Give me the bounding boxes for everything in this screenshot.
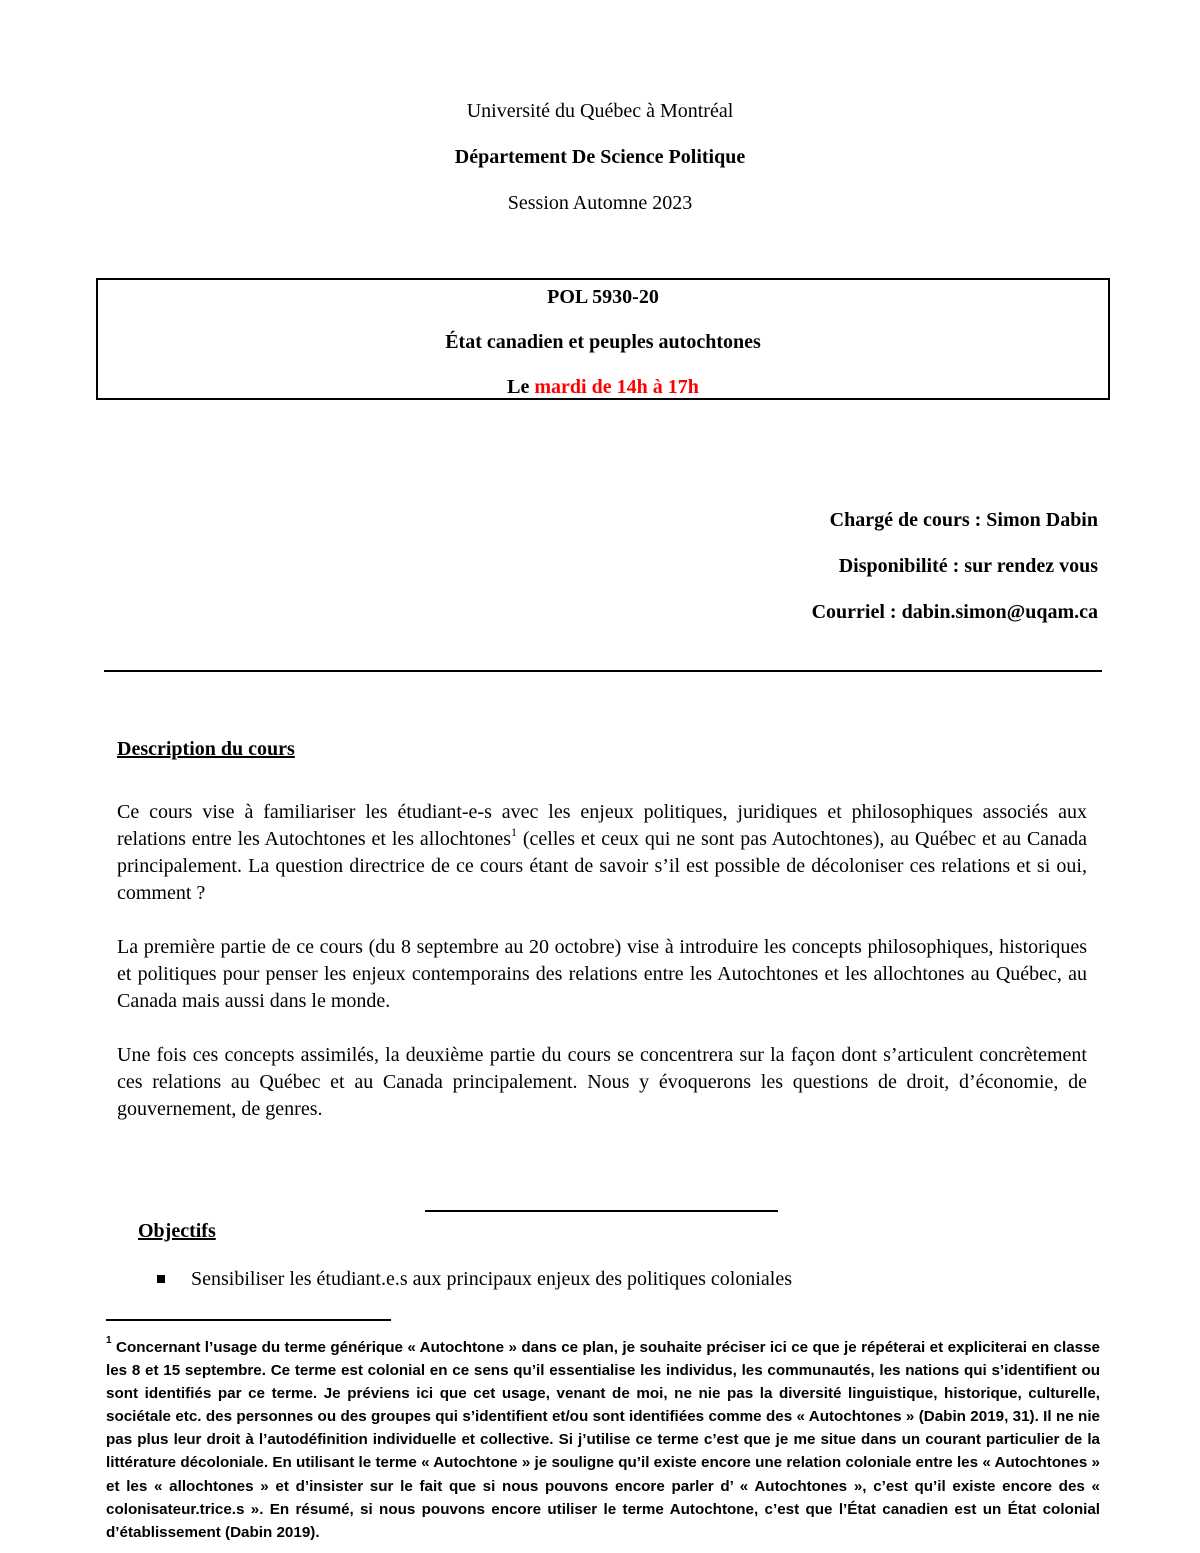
section-divider — [104, 670, 1102, 672]
description-p1-text: Ce cours vise à familiariser les étudiant-e-s avec les enjeux politiques, juridiques et philosophiques associés aux relations entre les Autochtones et les allochtones — [117, 801, 1087, 850]
schedule-prefix: Le — [507, 376, 535, 398]
schedule-highlight: mardi de 14h à 17h — [534, 376, 699, 398]
university-name: Université du Québec à Montréal — [466, 100, 734, 122]
course-info-box — [96, 278, 1110, 400]
course-schedule — [98, 376, 1108, 399]
description-heading: Description du cours — [117, 738, 295, 760]
instructor-name: Chargé de cours : Simon Dabin — [829, 509, 1098, 531]
bullet-square-icon — [157, 1275, 165, 1283]
instructor-availability: Disponibilité : sur rendez vous — [838, 555, 1098, 577]
description-paragraph-1 — [117, 799, 1087, 907]
footnote-separator — [106, 1319, 391, 1321]
footnote — [106, 1336, 1100, 1544]
description-paragraph-2: La première partie de ce cours (du 8 septembre au 20 octobre) vise à introduire les concepts philosophiques, historiques et politiques pour penser les enjeux contemporains des relations entre les Autochtones et les allochtones au Québec, au Canada mais aussi dans le monde. — [117, 936, 1087, 1012]
description-p1-text-cont: (celles et ceux qui ne sont pas Autochtones), au Québec et au Canada principalement. La question directrice de ce cours étant de savoir s’il est possible de décoloniser ces relations et si oui, comment ? — [117, 828, 1087, 904]
objectives-heading: Objectifs — [138, 1220, 216, 1242]
course-code: POL 5930-20 — [547, 286, 659, 308]
footnote-reference[interactable]: 1 — [511, 825, 517, 839]
footnote-text: Concernant l’usage du terme générique « Autochtone » dans ce plan, je souhaite préciser ici ce que je répéterai et expliciterai en classe les 8 et 15 septembre. Ce terme est colonial en ce sens qu’il essentialise les individus, les communautés, les nations qui s’identifient ou sont identifiés par ce terme. Je préviens ici que cet usage, venant de moi, ne nie pas la diversité linguistique, historique, culturelle, sociétale etc. des personnes ou des groupes qui s’identifient et/ou sont identifiées comme des « Autochtones » (Dabin 2019, 31). Il ne nie pas plus leur droit à l’autodéfinition individuelle et collective. Si j’utilise ce terme c’est que je me situe dans un courant particulier de la littérature décoloniale. En utilisant le terme « Autochtone » je souligne qu’il existe encore une relation coloniale entre les « Autochtones » et les « allochtones » et d’insister sur le fait que si nous pouvons encore parler d’ « Autochtones », c’est qu’il existe encore des « colonisateur.trice.s ». En résumé, si nous pouvons encore utiliser le terme Autochtone, c’est que l’État canadien est un État colonial d’établissement (Dabin 2019). — [106, 1339, 1100, 1541]
course-title: État canadien et peuples autochtones — [445, 331, 761, 353]
instructor-email: Courriel : dabin.simon@uqam.ca — [811, 601, 1098, 623]
footnote-number: 1 — [106, 1335, 112, 1346]
department-name: Département De Science Politique — [454, 146, 746, 168]
objectives-divider — [425, 1210, 778, 1212]
objective-text: Sensibiliser les étudiant.e.s aux principaux enjeux des politiques coloniales — [191, 1268, 792, 1290]
description-paragraph-3: Une fois ces concepts assimilés, la deuxième partie du cours se concentrera sur la façon dont s’articulent concrètement ces relations au Québec et au Canada principalement. Nous y évoquerons les questions de droit, d’économie, de gouvernement, de genres. — [117, 1044, 1087, 1120]
objective-item — [157, 1268, 792, 1291]
session-label: Session Automne 2023 — [507, 192, 693, 214]
